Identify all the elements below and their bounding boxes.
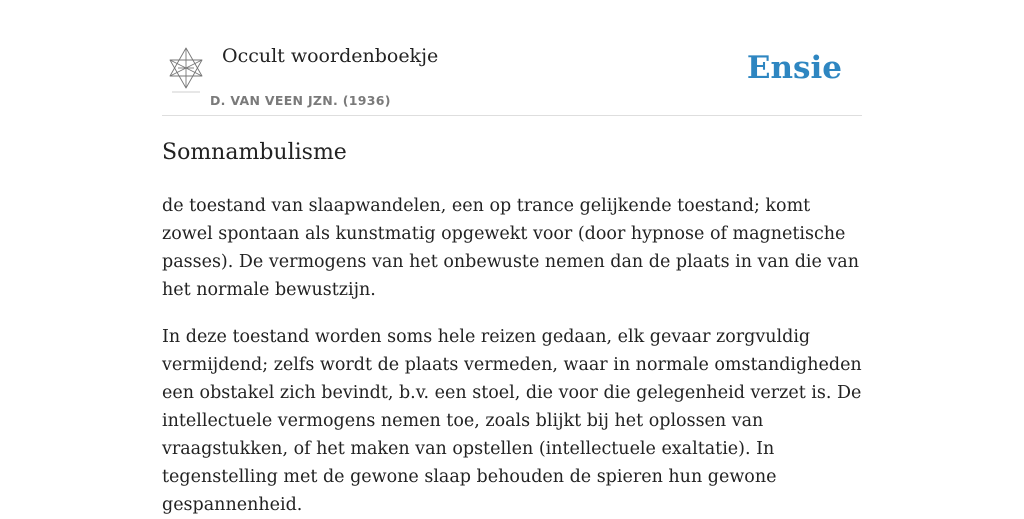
book-header bbox=[162, 0, 862, 116]
page bbox=[162, 0, 862, 515]
entry-title: Somnambulisme bbox=[162, 140, 347, 165]
entry-paragraph-1: de toestand van slaapwandelen, een op trance gelijkende toestand; komt zowel spontaan als kunstmatig opgewekt voor (door hypnose of magnetische passes). De vermogens van het onbewuste nemen dan de plaats in van die van het normale bewustzijn. bbox=[162, 196, 860, 300]
ensie-logo-link[interactable]: Ensie bbox=[746, 50, 842, 86]
star-tetrahedron-icon[interactable] bbox=[166, 44, 206, 94]
book-author: D. VAN VEEN JZN. (1936) bbox=[210, 93, 391, 108]
entry-paragraph-2: In deze toestand worden soms hele reizen gedaan, elk gevaar zorgvuldig vermijdend; zelfs wordt de plaats vermeden, waar in normale omstandigheden een obstakel zich bevindt, b.v. een stoel, die voor die gelegenheid verzet is. De intellectuele vermogens nemen toe, zoals blijkt bij het oplossen van vraagstukken, of het maken van opstellen (intellectuele exaltatie). In tegenstelling met de gewone slaap behouden de spieren hun gewone gespannenheid. bbox=[162, 327, 862, 515]
book-title[interactable]: Occult woordenboekje bbox=[222, 45, 439, 67]
